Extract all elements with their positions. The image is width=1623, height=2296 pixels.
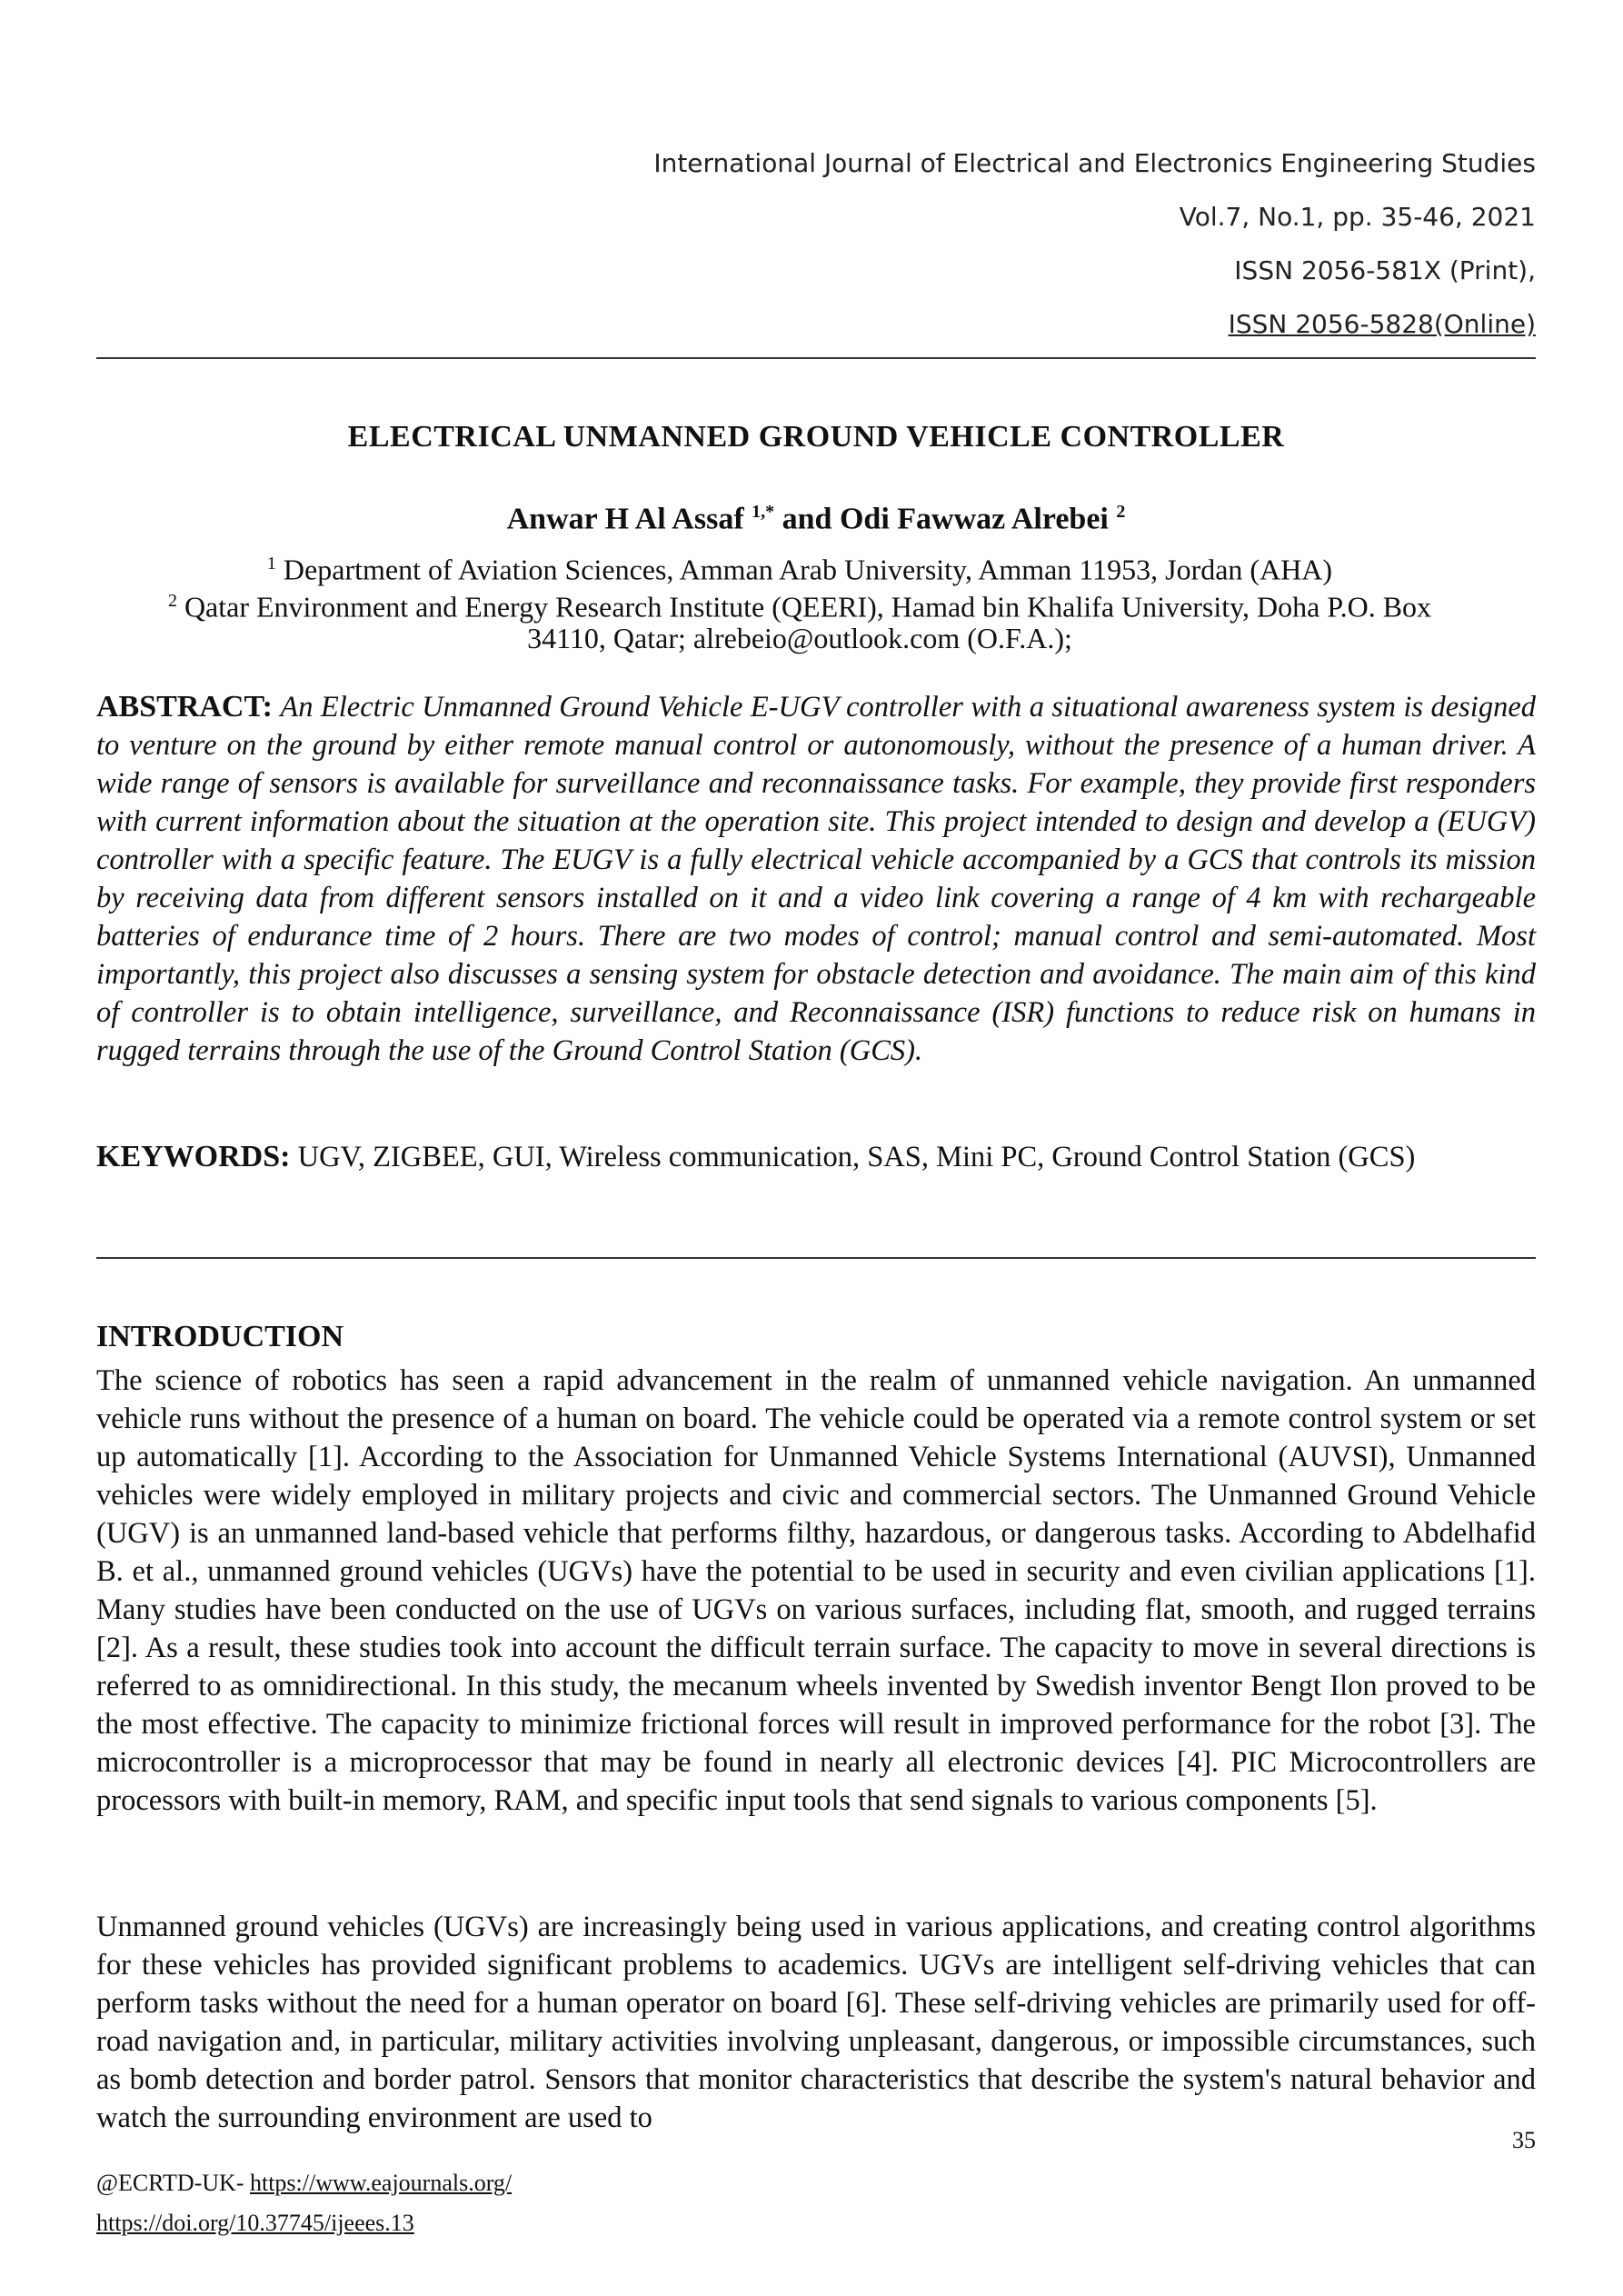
header-divider: [96, 357, 1536, 359]
affiliation-text: Qatar Environment and Energy Research Institute (QEERI), Hamad bin Khalifa University, Doha P.O. Box: [184, 590, 1432, 624]
abstract: [96, 688, 1536, 1070]
affiliation-1: [64, 545, 1536, 588]
affiliation-number: 1: [266, 554, 276, 574]
affiliation-number: 2: [167, 591, 177, 611]
author-list: [96, 502, 1536, 536]
affiliation-2: [64, 583, 1536, 625]
introduction-paragraph-1: The science of robotics has seen a rapid advancement in the realm of unmanned vehicle navigation. An unmanned vehicle runs without the presence of a human on board. The vehicle could be operated via a remote control system or set up automatically [1]. According to the Association for Unmanned Vehicle Systems International (AUVSI), Unmanned vehicles were widely employed in military projects and civic and commercial sectors. The Unmanned Ground Vehicle (UGV) is an unmanned land-based vehicle that performs filthy, hazardous, or dangerous tasks. According to Abdelhafid B. et al., unmanned ground vehicles (UGVs) have the potential to be used in security and even civilian applications [1]. Many studies have been conducted on the use of UGVs on various surfaces, including flat, smooth, and rugged terrains [2]. As a result, these studies took into account the difficult terrain surface. The capacity to move in several directions is referred to as omnidirectional. In this study, the mecanum wheels invented by Swedish inventor Bengt Ilon proved to be the most effective. The capacity to minimize frictional forces will result in improved performance for the robot [3]. The microcontroller is a microprocessor that may be found in nearly all electronic devices [4]. PIC Microcontrollers are processors with built-in memory, RAM, and specific input tools that send signals to various components [5].: [96, 1364, 1536, 1817]
journal-website-link[interactable]: https://www.eajournals.org/: [249, 2170, 513, 2196]
section-divider: [96, 1257, 1536, 1259]
introduction-paragraph-2: Unmanned ground vehicles (UGVs) are increasingly being used in various applications, and creating control algorithms for these vehicles has provided significant problems to academics. UGVs are intelligent self-driving vehicles that can perform tasks without the need for a human operator on board [6]. These self-driving vehicles are primarily used for off-road navigation and, in particular, military activities involving unpleasant, dangerous, or impossible circumstances, such as bomb detection and border patrol. Sensors that monitor characteristics that describe the system's natural behavior and watch the surrounding environment are used to: [96, 1911, 1536, 2134]
journal-volume: Vol.7, No.1, pp. 35-46, 2021: [1179, 202, 1536, 232]
affiliation-text: Department of Aviation Sciences, Amman Arab University, Amman 11953, Jordan (AHA): [283, 553, 1333, 586]
issn-online: ISSN 2056-5828(Online): [1228, 309, 1536, 339]
page-number: 35: [1512, 2127, 1536, 2153]
abstract-label: ABSTRACT:: [96, 690, 273, 724]
affiliation-text: 34110, Qatar; alrebeio@outlook.com (O.F.A.);: [527, 622, 1072, 654]
author-name: Anwar H Al Assaf: [506, 502, 744, 536]
journal-header: [264, 136, 1536, 351]
abstract-text: An Electric Unmanned Ground Vehicle E-UGV controller with a situational awareness system is designed to venture on the ground by either remote manual control or autonomously, without the presence of a human driver. A wide range of sensors is available for surveillance and reconnaissance tasks. For example, they provide first responders with current information about the situation at the operation site. This project intended to design and develop a (EUGV) controller with a specific feature. The EUGV is a fully electrical vehicle accompanied by a GCS that controls its mission by receiving data from different sensors installed on it and a video link covering a range of 4 km with rechargeable batteries of endurance time of 2 hours. There are two modes of control; manual control and semi-automated. Most importantly, this project also discusses a sensing system for obstacle detection and avoidance. The main aim of this kind of controller is to obtain intelligence, surveillance, and Reconnaissance (ISR) functions to reduce risk on humans in rugged terrains through the use of the Ground Control Station (GCS).: [96, 691, 1536, 1067]
journal-name: International Journal of Electrical and Electronics Engineering Studies: [653, 148, 1536, 178]
page-footer: [96, 2163, 512, 2243]
publisher-name: @ECRTD-UK-: [96, 2170, 250, 2196]
author-name: Odi Fawwaz Alrebei: [839, 502, 1109, 536]
issn-print: ISSN 2056-581X (Print),: [1234, 255, 1536, 285]
author-conjunction: and: [774, 502, 840, 536]
keywords-label: KEYWORDS:: [96, 1140, 291, 1173]
author-affiliation-mark: 2: [1116, 502, 1126, 522]
keywords: [96, 1138, 1536, 1176]
introduction-heading: INTRODUCTION: [96, 1320, 344, 1353]
affiliation-2-continued: [64, 620, 1536, 656]
paper-title: ELECTRICAL UNMANNED GROUND VEHICLE CONTROLLER: [347, 420, 1285, 454]
author-affiliation-mark: 1,*: [752, 502, 775, 522]
doi-link[interactable]: https://doi.org/10.37745/ijeees.13: [96, 2210, 414, 2236]
keywords-text: UGV, ZIGBEE, GUI, Wireless communication, SAS, Mini PC, Ground Control Station (GCS): [297, 1141, 1416, 1173]
